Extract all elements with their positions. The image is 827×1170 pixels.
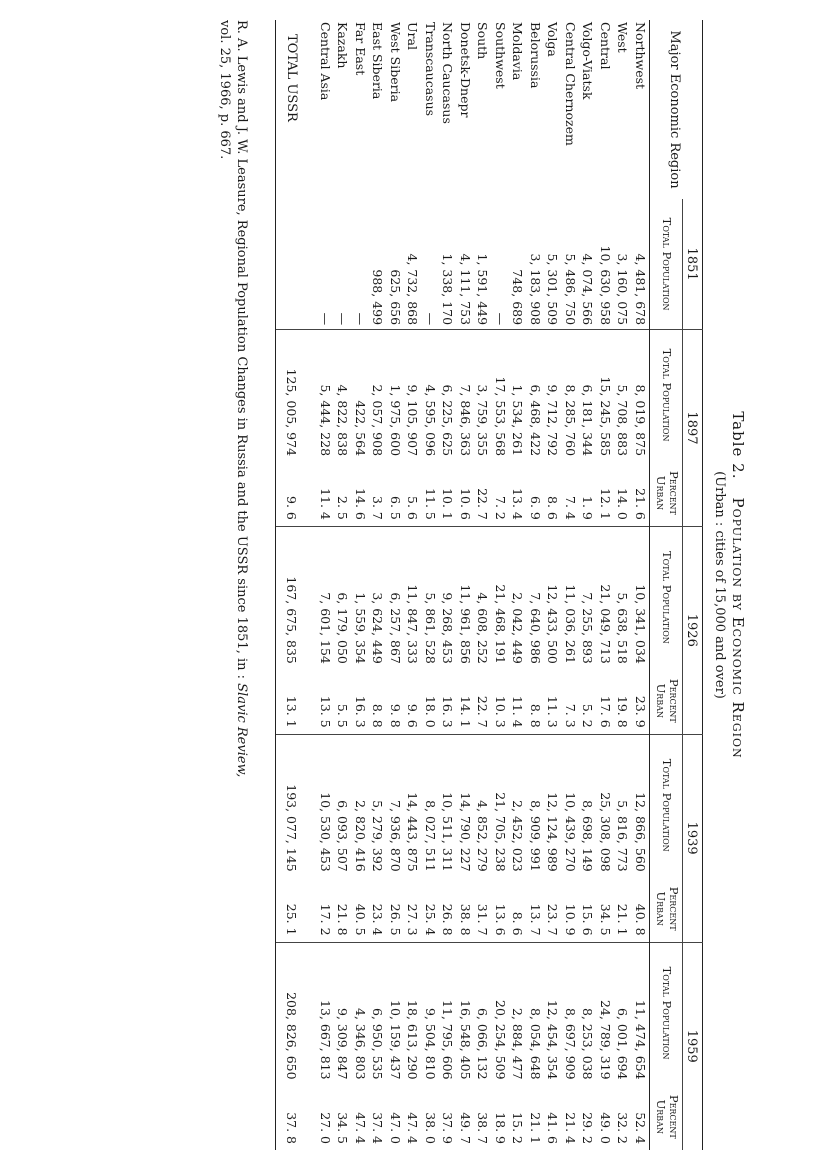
population-1959: 16, 548, 405 xyxy=(457,942,475,1084)
rule-cell xyxy=(276,942,281,1084)
population-1926: 11, 847, 333 xyxy=(404,526,422,668)
population-1926: 167, 675, 835 xyxy=(281,526,317,668)
population-1851: 4, 732, 868 xyxy=(405,253,421,326)
percent-urban-1939: 27. 3 xyxy=(405,903,421,936)
percent-urban-1939: 21. 1 xyxy=(615,903,631,936)
population-1851: 625, 656 xyxy=(387,269,403,326)
population-1897: 7, 846, 363 xyxy=(457,330,475,460)
percent-urban-1897: 3. 7 xyxy=(370,496,386,520)
population-1851: 5, 301, 509 xyxy=(545,253,561,326)
percent-urban-1897: 5. 6 xyxy=(405,496,421,520)
population-1851: 5, 486, 750 xyxy=(562,253,578,326)
population-1959: 8, 253, 038 xyxy=(579,942,597,1084)
percent-urban-1939: 17. 2 xyxy=(317,903,333,936)
percent-urban-1897: 22. 7 xyxy=(475,488,491,520)
percent-urban-1926: 23. 9 xyxy=(632,695,648,728)
population-1926: 3, 624, 449 xyxy=(369,526,387,668)
population-1851: 4, 481, 678 xyxy=(632,253,648,326)
percent-urban-1939: 34. 5 xyxy=(597,903,613,936)
population-1926: 6, 257, 867 xyxy=(387,526,405,668)
population-1897: 2, 057, 908 xyxy=(369,330,387,460)
table-row xyxy=(579,20,597,1150)
population-1897: 3, 759, 355 xyxy=(474,330,492,460)
percent-urban-1897: 6. 9 xyxy=(527,496,543,520)
percent-urban-1926: 13. 1 xyxy=(284,695,299,728)
table-row xyxy=(614,20,632,1150)
table-row xyxy=(334,20,352,1150)
percent-urban-1926: 8. 8 xyxy=(370,703,386,728)
percent-urban-1897: 10. 1 xyxy=(440,488,456,520)
percent-urban-1959: 18. 9 xyxy=(492,1112,508,1144)
population-1959: 10, 159, 437 xyxy=(387,942,405,1084)
percent-urban-1959: 38. 7 xyxy=(475,1112,491,1144)
rule-cell xyxy=(276,1084,281,1150)
total-population-header: Total Population xyxy=(650,526,683,668)
population-1926: 21, 049, 713 xyxy=(597,526,615,668)
percent-urban-1939: 13. 7 xyxy=(527,903,543,936)
population-1939: 2, 452, 023 xyxy=(509,734,527,876)
population-1926: 9, 268, 453 xyxy=(439,526,457,668)
population-1897: 1, 975, 600 xyxy=(387,330,405,460)
percent-urban-1959: 52. 4 xyxy=(632,1112,648,1144)
table-bottom-rule xyxy=(276,20,281,1150)
total-population-header: Total Population xyxy=(650,942,683,1084)
percent-urban-header: Percent Urban xyxy=(650,876,683,942)
population-1851: 4, 074, 566 xyxy=(580,253,596,326)
population-1897: 6, 181, 344 xyxy=(579,330,597,460)
region-name: West xyxy=(615,22,631,53)
percent-urban-1926: 22. 7 xyxy=(475,695,491,728)
percent-urban-1926: 14. 1 xyxy=(457,695,473,728)
population-1939: 21, 705, 238 xyxy=(492,734,510,876)
source-note xyxy=(216,20,250,1140)
percent-urban-1959: 49. 0 xyxy=(597,1112,613,1144)
region-name: Kazakh xyxy=(335,22,351,69)
year-1926: 1926 xyxy=(683,526,703,734)
population-1926: 11, 961, 856 xyxy=(457,526,475,668)
rule-cell xyxy=(276,330,281,460)
region-name: Volga xyxy=(545,22,561,57)
percent-urban-1939: 25. 1 xyxy=(284,903,299,936)
table-row xyxy=(317,20,335,1150)
region-name: Volgo-Viatsk xyxy=(580,22,596,100)
region-name: Far East xyxy=(352,22,368,76)
percent-urban-1959: 49. 7 xyxy=(457,1112,473,1144)
percent-urban-1939: 40. 8 xyxy=(632,903,648,936)
population-1926: 7, 640, 986 xyxy=(527,526,545,668)
population-1959: 208, 826, 650 xyxy=(281,942,317,1084)
population-1926: 5, 861, 528 xyxy=(422,526,440,668)
percent-urban-1959: 29. 2 xyxy=(580,1112,596,1144)
population-1897: 5, 708, 883 xyxy=(614,330,632,460)
population-1959: 8, 054, 648 xyxy=(527,942,545,1084)
population-1939: 7, 936, 870 xyxy=(387,734,405,876)
percent-urban-1897: 2. 5 xyxy=(335,496,351,520)
percent-urban-1959: 47. 0 xyxy=(387,1112,403,1144)
percent-urban-1926: 10. 3 xyxy=(492,695,508,728)
population-1939: 10, 511, 311 xyxy=(439,734,457,876)
table-row xyxy=(369,20,387,1150)
population-1897: 4, 822, 838 xyxy=(334,330,352,460)
population-1897: 8, 285, 760 xyxy=(562,330,580,460)
population-1851: 988, 499 xyxy=(370,269,386,326)
percent-urban-1959: 41. 6 xyxy=(545,1112,561,1144)
percent-urban-1939: 23. 4 xyxy=(370,903,386,936)
year-1939: 1939 xyxy=(683,734,703,942)
population-1897: 125, 005, 974 xyxy=(281,330,317,460)
population-1959: 9, 309, 847 xyxy=(334,942,352,1084)
population-1851: 1, 591, 449 xyxy=(475,253,491,326)
table-row xyxy=(457,20,475,1150)
table-row xyxy=(527,20,545,1150)
percent-urban-1926: 9. 6 xyxy=(405,703,421,728)
percent-urban-1939: 21. 8 xyxy=(335,903,351,936)
population-1851: 4, 111, 753 xyxy=(457,253,473,326)
percent-urban-1926: 5. 2 xyxy=(580,703,596,728)
population-1959: 6, 001, 694 xyxy=(614,942,632,1084)
population-1959: 24, 789, 319 xyxy=(597,942,615,1084)
percent-urban-1897: 6. 5 xyxy=(387,496,403,520)
table-row xyxy=(597,20,615,1150)
percent-urban-1939: 40. 5 xyxy=(352,903,368,936)
year-1897: 1897 xyxy=(683,330,703,527)
population-1959: 6, 950, 535 xyxy=(369,942,387,1084)
percent-urban-1897: 13. 4 xyxy=(510,488,526,520)
population-1959: 2, 884, 477 xyxy=(509,942,527,1084)
table-row xyxy=(387,20,405,1150)
total-population-header: Total Population xyxy=(650,734,683,876)
population-1851: — xyxy=(352,312,368,326)
population-1939: 2, 820, 416 xyxy=(352,734,370,876)
region-name: Transcaucasus xyxy=(422,22,438,117)
percent-urban-1897: 8. 6 xyxy=(545,496,561,520)
source-citation: vol. 25, 1966, p. 667. xyxy=(217,20,232,160)
percent-urban-1926: 5. 5 xyxy=(335,703,351,728)
rule-cell xyxy=(276,526,281,668)
region-name: North Caucasus xyxy=(440,22,456,124)
population-1939: 14, 790, 227 xyxy=(457,734,475,876)
percent-urban-1926: 18. 0 xyxy=(422,695,438,728)
percent-urban-1959: 37. 9 xyxy=(440,1112,456,1144)
population-1959: 11, 474, 654 xyxy=(632,942,650,1084)
population-1897: 17, 553, 568 xyxy=(492,330,510,460)
percent-urban-1897: 7. 2 xyxy=(492,496,508,520)
percent-urban-1897: 14. 6 xyxy=(352,488,368,520)
percent-urban-1939: 13. 6 xyxy=(492,903,508,936)
region-name: Donetsk-Dnepr xyxy=(457,22,473,118)
total-row xyxy=(281,20,317,1150)
region-name: Central Chernozem xyxy=(562,22,578,146)
population-1939: 10, 439, 270 xyxy=(562,734,580,876)
region-name: Moldavia xyxy=(510,22,526,81)
population-1897: 9, 712, 792 xyxy=(544,330,562,460)
population-1851: — xyxy=(317,312,333,326)
population-1959: 12, 454, 354 xyxy=(544,942,562,1084)
population-1926: 7, 601, 154 xyxy=(317,526,335,668)
percent-urban-1926: 16. 3 xyxy=(352,695,368,728)
region-name: South xyxy=(475,22,491,60)
population-1926: 21, 468, 191 xyxy=(492,526,510,668)
percent-urban-1897: 7. 4 xyxy=(562,496,578,520)
table-row xyxy=(544,20,562,1150)
percent-urban-1939: 8. 6 xyxy=(510,911,526,936)
population-1897: 15, 245, 585 xyxy=(597,330,615,460)
percent-urban-1926: 19. 8 xyxy=(615,695,631,728)
table-title: Population by Economic Region xyxy=(729,497,747,759)
region-name: Central Asia xyxy=(317,22,333,101)
table-row xyxy=(509,20,527,1150)
percent-urban-1959: 47. 4 xyxy=(405,1112,421,1144)
population-1939: 5, 279, 392 xyxy=(369,734,387,876)
percent-urban-1959: 34. 5 xyxy=(335,1112,351,1144)
rule-cell xyxy=(276,876,281,942)
population-1939: 10, 530, 453 xyxy=(317,734,335,876)
rule-cell xyxy=(276,668,281,734)
table-row xyxy=(632,20,650,1150)
table-subtitle: (Urban : cities of 15,000 and over) xyxy=(712,471,727,699)
percent-urban-1926: 11. 4 xyxy=(510,695,526,728)
population-1897: 5, 444, 228 xyxy=(317,330,335,460)
percent-urban-1959: 37. 4 xyxy=(370,1112,386,1144)
population-1939: 193, 077, 145 xyxy=(281,734,317,876)
population-1926: 10, 341, 034 xyxy=(632,526,650,668)
percent-urban-1939: 26. 8 xyxy=(440,903,456,936)
region-name: West Siberia xyxy=(387,22,403,103)
table-row xyxy=(492,20,510,1150)
population-1959: 4, 346, 803 xyxy=(352,942,370,1084)
percent-urban-1939: 26. 5 xyxy=(387,903,403,936)
percent-urban-1897: 14. 0 xyxy=(615,488,631,520)
population-1897: 8, 019, 875 xyxy=(632,330,650,460)
percent-urban-1926: 7. 3 xyxy=(562,703,578,728)
table-number: Table 2. xyxy=(729,411,747,480)
table-row xyxy=(352,20,370,1150)
population-1939: 8, 698, 149 xyxy=(579,734,597,876)
population-1939: 5, 816, 773 xyxy=(614,734,632,876)
population-1897: 4, 595, 096 xyxy=(422,330,440,460)
region-name: East Siberia xyxy=(370,22,386,100)
population-1897: 9, 105, 907 xyxy=(404,330,422,460)
population-1959: 11, 795, 606 xyxy=(439,942,457,1084)
population-1926: 4, 608, 252 xyxy=(474,526,492,668)
population-1851: 10, 630, 958 xyxy=(597,245,613,326)
region-name: Belorussia xyxy=(527,22,543,89)
percent-urban-1926: 8. 8 xyxy=(527,703,543,728)
percent-urban-1897: 10. 6 xyxy=(457,488,473,520)
source-authors: R. A. Lewis and J. W. Leasure, Regional Population Changes in Russia and the USSR since 1851, in : xyxy=(234,20,249,680)
region-name: Southwest xyxy=(492,22,508,89)
percent-urban-1959: 38. 0 xyxy=(422,1112,438,1144)
population-1926: 6, 179, 050 xyxy=(334,526,352,668)
region-name: Northwest xyxy=(632,22,648,90)
percent-urban-1959: 15. 2 xyxy=(510,1112,526,1144)
population-1851: 3, 183, 908 xyxy=(527,253,543,326)
population-1926: 7, 255, 893 xyxy=(579,526,597,668)
population-1959: 18, 613, 290 xyxy=(404,942,422,1084)
table-row xyxy=(474,20,492,1150)
percent-urban-1939: 10. 9 xyxy=(562,903,578,936)
rule-cell xyxy=(276,199,281,329)
population-1939: 8, 909, 991 xyxy=(527,734,545,876)
percent-urban-1959: 32. 2 xyxy=(615,1112,631,1144)
population-1851 xyxy=(281,199,317,329)
population-1959: 13, 667, 813 xyxy=(317,942,335,1084)
percent-urban-1897: 9. 6 xyxy=(284,496,299,520)
population-1926: 11, 036, 261 xyxy=(562,526,580,668)
population-1939: 14, 443, 875 xyxy=(404,734,422,876)
percent-urban-header: Percent Urban xyxy=(650,668,683,734)
percent-urban-1897: 21. 6 xyxy=(632,488,648,520)
population-1851: — xyxy=(422,312,438,326)
population-1851: 3, 160, 075 xyxy=(615,253,631,326)
population-1897: 422, 564 xyxy=(352,330,370,460)
rule-cell xyxy=(276,20,281,199)
percent-urban-1959: 27. 0 xyxy=(317,1112,333,1144)
percent-urban-1939: 15. 6 xyxy=(580,903,596,936)
percent-urban-1926: 9. 8 xyxy=(387,703,403,728)
table-body xyxy=(276,20,650,1150)
population-1959: 20, 254, 509 xyxy=(492,942,510,1084)
population-1851: — xyxy=(335,312,351,326)
rule-cell xyxy=(276,734,281,876)
population-1959: 9, 504, 810 xyxy=(422,942,440,1084)
population-table xyxy=(276,20,704,1150)
region-column-header: Major Economic Region xyxy=(650,20,703,199)
total-population-header: Total Population xyxy=(650,330,683,460)
percent-urban-1897: 11. 5 xyxy=(422,488,438,520)
percent-urban-1926: 17. 6 xyxy=(597,695,613,728)
population-1939: 8, 027, 511 xyxy=(422,734,440,876)
population-1897: 6, 468, 422 xyxy=(527,330,545,460)
region-name: Ural xyxy=(405,22,421,50)
percent-urban-1939: 23. 7 xyxy=(545,903,561,936)
table-caption xyxy=(729,20,747,1150)
population-1897: 6, 225, 625 xyxy=(439,330,457,460)
table-row xyxy=(422,20,440,1150)
region-name: Central xyxy=(597,22,613,70)
percent-urban-1897: 11. 4 xyxy=(317,488,333,520)
table-row xyxy=(439,20,457,1150)
population-1851: 1, 338, 170 xyxy=(440,253,456,326)
percent-urban-1959: 47. 4 xyxy=(352,1112,368,1144)
population-1939: 12, 124, 989 xyxy=(544,734,562,876)
population-1926: 12, 433, 500 xyxy=(544,526,562,668)
percent-urban-1959: 21. 1 xyxy=(527,1112,543,1144)
year-header-row xyxy=(683,20,703,1150)
percent-urban-1959: 37. 8 xyxy=(284,1112,299,1144)
percent-urban-1939: 31. 7 xyxy=(475,903,491,936)
source-journal: Slavic Review, xyxy=(234,683,249,778)
percent-urban-1926: 16. 3 xyxy=(440,695,456,728)
percent-urban-1959: 21. 4 xyxy=(562,1112,578,1144)
year-1959: 1959 xyxy=(683,942,703,1150)
table-row xyxy=(404,20,422,1150)
region-name: TOTAL USSR xyxy=(284,34,299,122)
table-row xyxy=(562,20,580,1150)
total-population-header: Total Population xyxy=(650,199,683,329)
population-1939: 4, 852, 279 xyxy=(474,734,492,876)
population-1939: 25, 308, 098 xyxy=(597,734,615,876)
percent-urban-1897: 1. 9 xyxy=(580,496,596,520)
percent-urban-1926: 11. 3 xyxy=(545,695,561,728)
percent-urban-1939: 38. 8 xyxy=(457,903,473,936)
population-1939: 12, 866, 560 xyxy=(632,734,650,876)
population-1959: 6, 066, 132 xyxy=(474,942,492,1084)
year-1851: 1851 xyxy=(683,199,703,329)
population-1851: — xyxy=(492,312,508,326)
percent-urban-1897: 12. 1 xyxy=(597,488,613,520)
percent-urban-header: Percent Urban xyxy=(650,460,683,526)
population-1926: 2, 042, 449 xyxy=(509,526,527,668)
population-1926: 5, 638, 518 xyxy=(614,526,632,668)
rule-cell xyxy=(276,460,281,526)
population-1959: 8, 697, 909 xyxy=(562,942,580,1084)
percent-urban-1926: 13. 5 xyxy=(317,695,333,728)
population-1939: 6, 093, 507 xyxy=(334,734,352,876)
rotated-table-page xyxy=(75,20,755,1150)
percent-urban-header: Percent Urban xyxy=(650,1084,683,1150)
population-1926: 1, 559, 354 xyxy=(352,526,370,668)
population-1897: 1, 534, 261 xyxy=(509,330,527,460)
percent-urban-1939: 25. 4 xyxy=(422,903,438,936)
population-1851: 748, 689 xyxy=(510,269,526,326)
